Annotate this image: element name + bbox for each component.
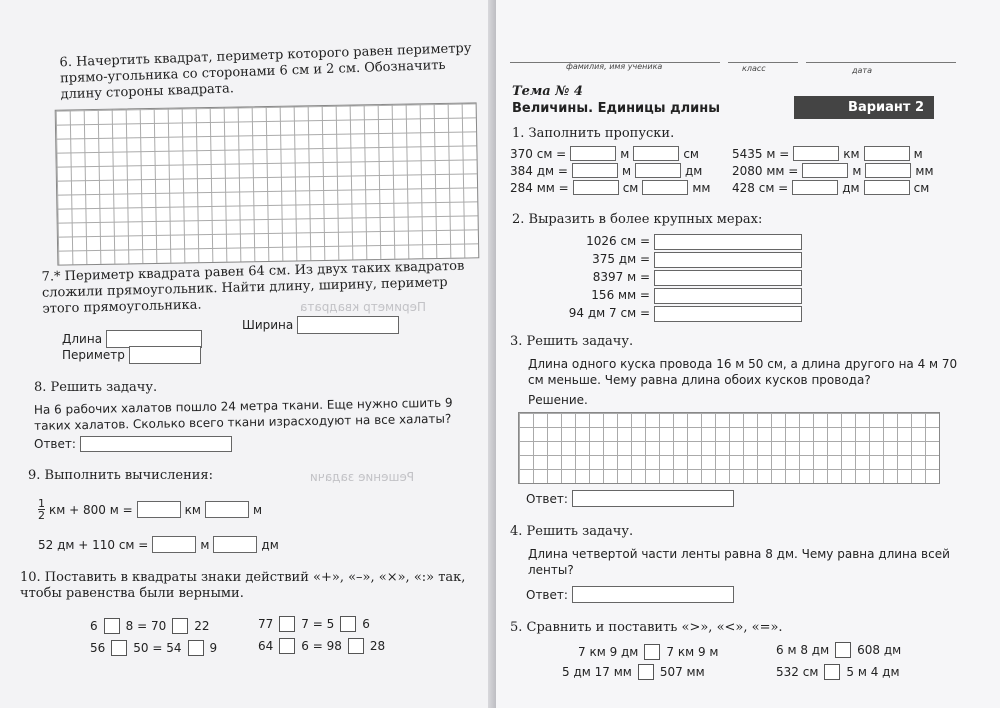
c3-left: 5 дм 17 мм bbox=[562, 665, 632, 679]
task5-compare2 bbox=[776, 642, 901, 658]
task6-grid[interactable] bbox=[55, 102, 480, 265]
task2-input[interactable] bbox=[654, 252, 802, 268]
task1-input[interactable] bbox=[864, 180, 910, 195]
task2-row bbox=[593, 270, 650, 284]
task1-unit: м bbox=[621, 163, 631, 178]
task4-answer-label: Ответ: bbox=[526, 587, 568, 602]
task10-eq2 bbox=[258, 616, 370, 632]
eq4-a: 64 bbox=[258, 639, 274, 653]
fraction-denominator: 2 bbox=[38, 509, 45, 522]
class-line bbox=[728, 62, 798, 63]
task1-row bbox=[510, 163, 702, 178]
c1-left: 7 км 9 дм bbox=[578, 645, 639, 659]
task1-input[interactable] bbox=[865, 163, 911, 178]
eq2-b: 7 = 5 bbox=[301, 617, 335, 631]
task9-r1-input2[interactable] bbox=[205, 501, 249, 518]
task9-title: 9. Выполнить вычисления: bbox=[28, 468, 213, 483]
task9-row2 bbox=[38, 536, 279, 553]
task1-unit: м bbox=[913, 146, 923, 161]
task7-perimeter-row bbox=[62, 346, 201, 364]
topic-number: Тема № 4 bbox=[512, 84, 583, 99]
task10-eq4 bbox=[258, 638, 385, 654]
task9-r2-input1[interactable] bbox=[152, 536, 196, 553]
task5-title: 5. Сравнить и поставить «>», «<», «=». bbox=[510, 620, 783, 635]
task10-eq1 bbox=[90, 618, 210, 634]
task1-input[interactable] bbox=[573, 180, 619, 195]
task1-unit: км bbox=[843, 146, 860, 161]
right-page bbox=[496, 0, 1000, 708]
task1-input[interactable] bbox=[635, 163, 681, 178]
task9-row2-expr: 52 дм + 110 см = bbox=[38, 537, 149, 552]
task4-text: Длина четвертой части ленты равна 8 дм. Чему равна длина всей ленты? bbox=[528, 547, 950, 577]
task1-expr: 2080 мм = bbox=[732, 163, 799, 178]
variant-badge: Вариант 2 bbox=[794, 96, 934, 119]
task1-expr: 5435 м = bbox=[732, 146, 790, 161]
task2-row bbox=[586, 234, 650, 248]
task1-unit: мм bbox=[915, 163, 934, 178]
task1-input[interactable] bbox=[633, 146, 679, 161]
task2-row bbox=[592, 252, 650, 266]
task9-row1-expr: км + 800 м = bbox=[49, 502, 133, 517]
perimeter-label: Периметр bbox=[62, 348, 125, 362]
task1-unit: мм bbox=[692, 180, 711, 195]
task5-compare4 bbox=[776, 664, 900, 680]
task1-expr: 428 см = bbox=[732, 180, 789, 195]
c4-right: 5 м 4 дм bbox=[846, 665, 900, 679]
task2-expr: 156 мм = bbox=[591, 288, 650, 302]
task1-unit: дм bbox=[685, 163, 703, 178]
task1-input[interactable] bbox=[793, 146, 839, 161]
task9-r1-input1[interactable] bbox=[137, 501, 181, 518]
task1-row bbox=[732, 163, 934, 178]
eq2-c: 6 bbox=[362, 617, 370, 631]
task7-text: 7.* Периметр квадрата равен 64 см. Из двух таких квадратов сложили прямоугольник. Найти длину, ширину, периметр этого прямоугольника. bbox=[41, 258, 465, 317]
task2-expr: 1026 см = bbox=[586, 234, 650, 248]
length-label: Длина bbox=[62, 332, 103, 346]
task1-input[interactable] bbox=[572, 163, 618, 178]
eq1-a: 6 bbox=[90, 619, 98, 633]
eq3-box2[interactable] bbox=[188, 640, 204, 656]
perimeter-input[interactable] bbox=[129, 346, 201, 364]
task5-compare1 bbox=[578, 644, 718, 660]
task1-unit: м bbox=[620, 146, 630, 161]
task2-input[interactable] bbox=[654, 270, 802, 286]
task2-expr: 94 дм 7 см = bbox=[568, 306, 650, 320]
task3-solution-label: Решение. bbox=[528, 393, 588, 407]
fraction-numerator: 1 bbox=[38, 497, 45, 510]
task3-text: Длина одного куска провода 16 м 50 см, а длина другого на 4 м 70 см меньше. Чему равна длина обоих кусков провода? bbox=[528, 357, 958, 387]
c3-right: 507 мм bbox=[659, 665, 705, 679]
task9-r2-unit1: м bbox=[200, 537, 210, 552]
page-title: Величины. Единицы длины bbox=[512, 101, 720, 116]
eq4-box2[interactable] bbox=[348, 638, 364, 654]
eq1-c: 22 bbox=[194, 619, 210, 633]
task1-row bbox=[510, 146, 699, 161]
task8-title: 8. Решить задачу. bbox=[34, 380, 158, 395]
task2-input[interactable] bbox=[654, 288, 802, 304]
eq2-a: 77 bbox=[258, 617, 274, 631]
task1-expr: 370 см = bbox=[510, 146, 567, 161]
task9-r2-unit2: дм bbox=[261, 537, 279, 552]
c1-right: 7 км 9 м bbox=[666, 645, 719, 659]
task9-row1 bbox=[38, 498, 262, 521]
width-input[interactable] bbox=[297, 316, 399, 334]
task2-input[interactable] bbox=[654, 306, 802, 322]
task8-answer-input[interactable] bbox=[80, 436, 232, 452]
task2-row bbox=[569, 306, 650, 320]
c2-left: 6 м 8 дм bbox=[776, 643, 830, 657]
task1-expr: 384 дм = bbox=[510, 163, 568, 178]
date-line bbox=[806, 62, 956, 63]
task2-input[interactable] bbox=[654, 234, 802, 250]
task1-unit: см bbox=[913, 180, 930, 195]
task6-text: 6. Начертить квадрат, периметр которого равен периметру прямо-угольника со сторонами 6 см и 2 см. Обозначить длину стороны квадрата. bbox=[59, 40, 472, 103]
date-caption: дата bbox=[852, 66, 872, 75]
fraction bbox=[38, 498, 45, 521]
eq2-box2[interactable] bbox=[340, 616, 356, 632]
c4-box[interactable] bbox=[824, 664, 840, 680]
task2-title: 2. Выразить в более крупных мерах: bbox=[512, 212, 763, 227]
task3-answer-row bbox=[526, 490, 734, 507]
task1-row bbox=[510, 180, 710, 195]
task1-title: 1. Заполнить пропуски. bbox=[512, 126, 675, 141]
task10-text: 10. Поставить в квадраты знаки действий «+», «–», «×», «:» так, чтобы равенства были верными. bbox=[20, 570, 466, 601]
name-caption: фамилия, имя ученика bbox=[566, 62, 663, 71]
task2-expr: 8397 м = bbox=[592, 270, 650, 284]
task1-row bbox=[732, 146, 923, 161]
task1-expr: 284 мм = bbox=[510, 180, 569, 195]
c4-left: 532 см bbox=[776, 665, 819, 679]
task3-solution-grid[interactable] bbox=[518, 412, 940, 484]
task10-eq3 bbox=[90, 640, 217, 656]
c1-box[interactable] bbox=[644, 644, 660, 660]
class-caption: класс bbox=[742, 64, 766, 73]
task8-answer-row bbox=[34, 436, 232, 452]
c2-box[interactable] bbox=[835, 642, 851, 658]
eq1-box1[interactable] bbox=[104, 618, 120, 634]
task1-input[interactable] bbox=[792, 180, 838, 195]
task1-unit: см bbox=[622, 180, 639, 195]
eq2-box1[interactable] bbox=[279, 616, 295, 632]
eq1-box2[interactable] bbox=[172, 618, 188, 634]
task4-answer-input[interactable] bbox=[572, 586, 734, 603]
task4-answer-row bbox=[526, 586, 734, 603]
task1-unit: дм bbox=[842, 180, 860, 195]
eq3-box1[interactable] bbox=[111, 640, 127, 656]
task8-answer-label: Ответ: bbox=[34, 437, 76, 451]
task9-r1-unit1: км bbox=[184, 502, 201, 517]
left-page: Периметр квадрата Решение задачи 6. Начертить квадрат, периметр которого равен периметру прямо-угольника со сторонами 6 см и 2 см. Обозначить длину стороны квадрата. 7.* Периметр квадрата равен 64 см. Из двух таких квадратов сложили прямоугольник. Найти длину, ширину, периметр этого прямоугольника. Длина Ширина Периметр 8. Решить задачу. На 6 рабочих халатов пошло 24 метра ткани. Еще нужно сшить 9 таких халатов. Сколько всего ткани израсходуют на все халаты? Ответ: 9. Выполнить вычисления: $\frac{1}{2}$ км + 800 м = км м 52 дм + 110 см = м дм 10. Поставить в квадраты знаки действий «+», «–», «×», «:» так, чтобы равенства были верными. 6 8 = 70 22 77 7 = 5 6 56 50 = 54 9 64 6 = 98 28 bbox=[0, 0, 496, 708]
task1-unit: м bbox=[852, 163, 862, 178]
task8-text: На 6 рабочих халатов пошло 24 метра ткани. Еще нужно сшить 9 таких халатов. Сколько всего ткани израсходуют на все халаты? bbox=[33, 395, 453, 433]
task2-row bbox=[591, 288, 650, 302]
task2-expr: 375 дм = bbox=[592, 252, 650, 266]
eq4-b: 6 = 98 bbox=[301, 639, 342, 653]
task3-answer-label: Ответ: bbox=[526, 491, 568, 506]
task1-unit: см bbox=[683, 146, 699, 161]
task3-title: 3. Решить задачу. bbox=[510, 334, 634, 349]
task3-answer-input[interactable] bbox=[572, 490, 734, 507]
eq3-a: 56 bbox=[90, 641, 106, 655]
task1-input[interactable] bbox=[642, 180, 688, 195]
task9-r2-input2[interactable] bbox=[213, 536, 257, 553]
task9-r1-unit2: м bbox=[252, 502, 262, 517]
eq4-c: 28 bbox=[369, 639, 386, 653]
task7-width-row bbox=[242, 316, 399, 334]
eq4-box1[interactable] bbox=[279, 638, 295, 654]
task5-compare3 bbox=[562, 664, 705, 680]
eq3-b: 50 = 54 bbox=[133, 641, 182, 655]
task1-input[interactable] bbox=[864, 146, 910, 161]
eq3-c: 9 bbox=[209, 641, 218, 655]
eq1-b: 8 = 70 bbox=[125, 619, 167, 633]
c3-box[interactable] bbox=[638, 664, 654, 680]
task1-row bbox=[732, 180, 929, 195]
c2-right: 608 дм bbox=[857, 643, 902, 657]
task4-title: 4. Решить задачу. bbox=[510, 524, 634, 539]
width-label: Ширина bbox=[242, 318, 294, 332]
task1-input[interactable] bbox=[802, 163, 848, 178]
task1-input[interactable] bbox=[570, 146, 616, 161]
